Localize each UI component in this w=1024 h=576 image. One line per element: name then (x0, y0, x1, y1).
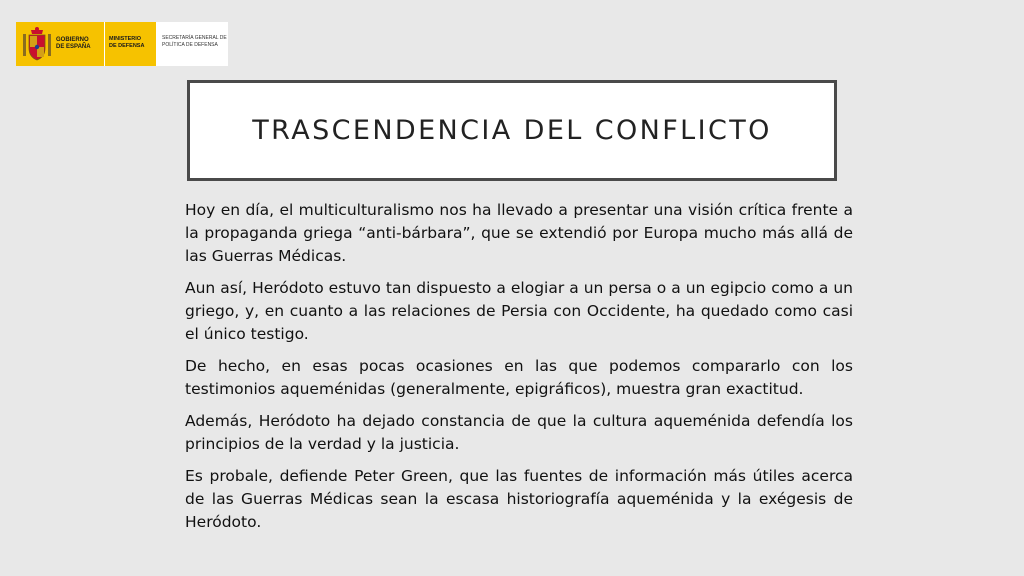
government-logo (16, 22, 228, 66)
secretariat-text: SECRETARÍA GENERAL DE POLÍTICA DE DEFENSA (162, 35, 227, 48)
secretaria-block (156, 22, 228, 66)
paragraph-2: Aun así, Heródoto estuvo tan dispuesto a elogiar a un persa o a un egipcio como a un griego, y, en cuanto a las relaciones de Persia con Occidente, ha quedado como casi el único testigo. (185, 279, 853, 343)
paragraph-5: Es probale, defiende Peter Green, que las fuentes de información más útiles acerca de las Guerras Médicas sean la escasa historiografía aqueménida y la exégesis de Heródoto. (185, 467, 853, 531)
paragraph-3: De hecho, en esas pocas ocasiones en las que podemos compararlo con los testimonios aqueménidas (generalmente, epigráficos), muestra gran exactitud. (185, 357, 853, 398)
slide-title: TRASCENDENCIA DEL CONFLICTO (252, 115, 772, 146)
gov-text: GOBIERNO DE ESPAÑA (56, 37, 91, 50)
ministerio-block (104, 22, 156, 66)
coat-of-arms-icon (22, 26, 52, 62)
gobierno-espana-block (16, 22, 104, 66)
ministry-text: MINISTERIO DE DEFENSA (109, 36, 145, 49)
paragraph-4: Además, Heródoto ha dejado constancia de que la cultura aqueménida defendía los principios de la verdad y la justicia. (185, 412, 853, 453)
slide-body (185, 199, 853, 543)
title-box (187, 80, 837, 181)
paragraph-1: Hoy en día, el multiculturalismo nos ha llevado a presentar una visión crítica frente a la propaganda griega “anti-bárbara”, que se extendió por Europa mucho más allá de las Guerras Médicas. (185, 201, 853, 265)
